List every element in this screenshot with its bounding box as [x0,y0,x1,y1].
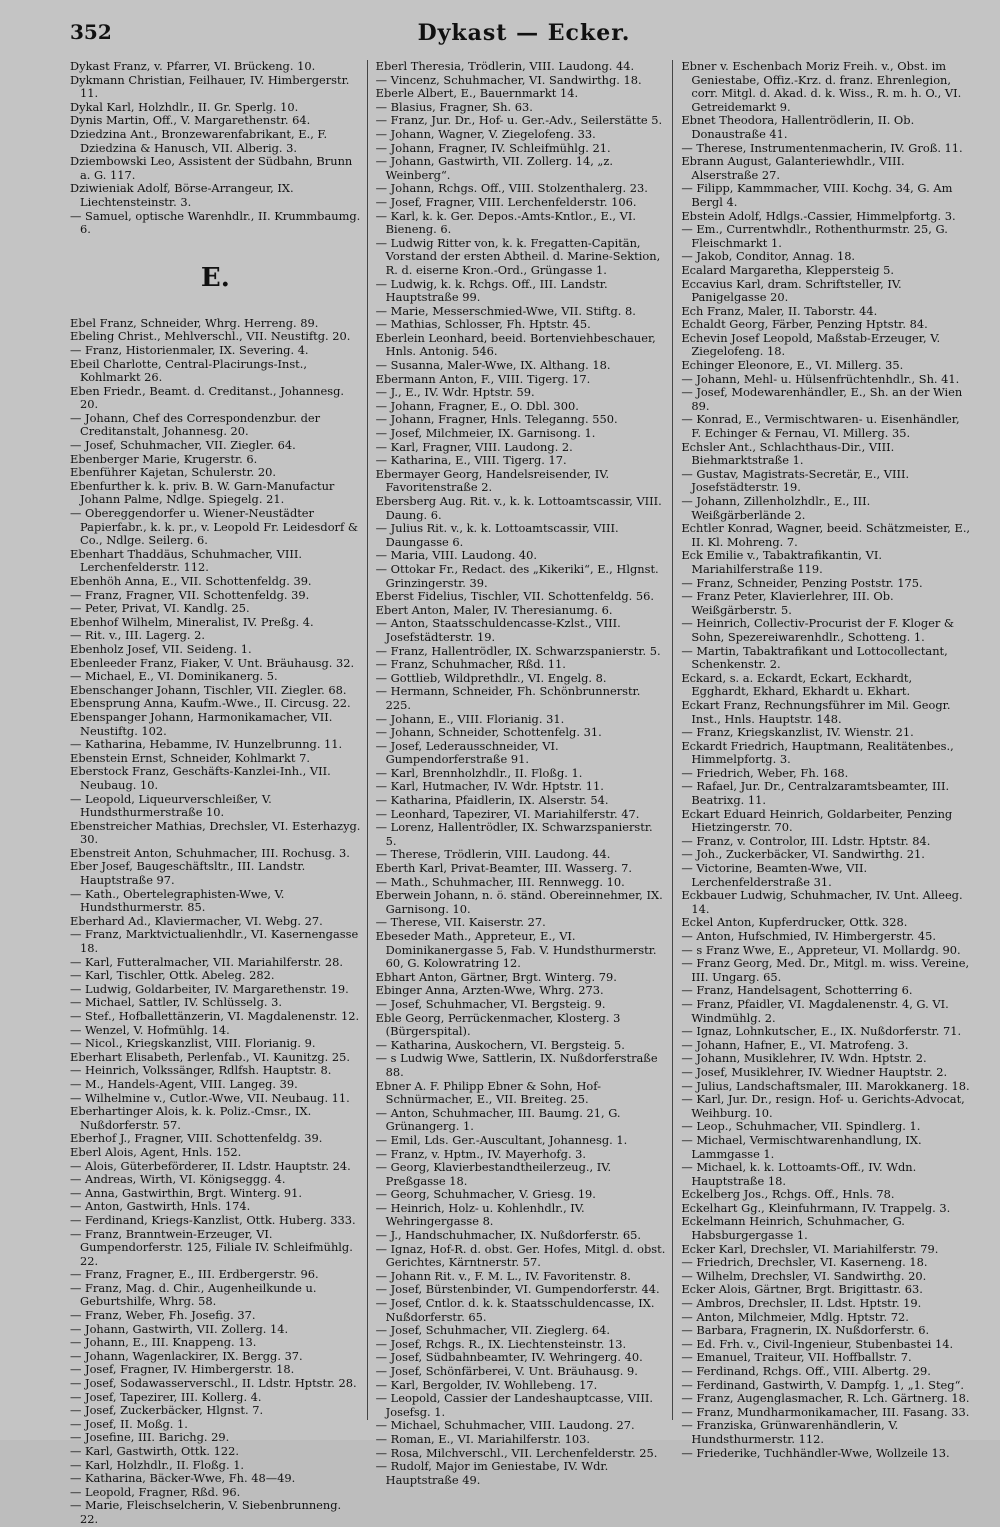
directory-entry: — Georg, Klavierbestandtheilerzeug., IV. Preßgasse 18. [375,1160,612,1188]
directory-entry: Ebenstreicher Mathias, Drechsler, VI. Esterhazyg. 30. [70,818,361,847]
directory-entry: — Josef, Südbahnbeamter, IV. Wehringerg. 40. [375,1350,643,1365]
directory-entry: — Karl, Brennholzhdlr., II. Floßg. 1. [375,765,583,780]
directory-entry: — Friederike, Tuchhändler-Wwe, Wollzeile 13. [681,1445,950,1460]
directory-entry: Eberth Karl, Privat-Beamter, III. Wasserg. 7. [375,861,633,876]
directory-entry: — Therese, Instrumentenmacherin, IV. Groß. 11. [681,140,963,155]
directory-entry: — Josef, Lederausschneider, VI. Gumpendorferstraße 91. [375,738,559,767]
directory-entry: Eckbauer Ludwig, Schuhmacher, IV. Unt. Alleeg. 14. [681,888,963,916]
directory-entry: — Josef, Schuhmacher, VI. Bergsteig. 9. [375,996,606,1011]
directory-entry: Ebenholz Josef, VII. Seideng. 1. [70,641,252,656]
directory-entry: — Marie, Fleischselcherin, V. Siebenbrunneng. 22. [70,1498,342,1526]
directory-entry: Dziedzina Ant., Bronzewarenfabrikant, E., F. Dziedzina & Hanusch, VII. Alberig. 3. [70,126,328,155]
directory-entry: — Katharina, Auskochern, VI. Bergsteig. 5. [375,1037,625,1052]
directory-entry: Eckard, s. a. Eckardt, Eckart, Eckhardt, Egghardt, Ekhard, Ekhardt u. Ekhart. [681,670,913,699]
directory-entry: — Obereggendorfer u. Wiener-Neustädter Papierfabr., k. k. pr., v. Leopold Fr. Leidesdorf & Co., Ndlge. Seilerg. 6. [70,506,358,548]
directory-entry: — Ed. Frh. v., Civil-Ingenieur, Stubenbastei 14. [681,1336,954,1351]
directory-entry: Dynis Martin, Off., V. Margarethenstr. 64. [70,113,311,128]
directory-entry: — Heinrich, Holz- u. Kohlenhdlr., IV. Wehringergasse 8. [375,1200,585,1229]
directory-entry: — Josefine, III. Barichg. 29. [70,1430,230,1445]
directory-entry: — Johann, Zillenholzhdlr., E., III. Weißgärberlände 2. [681,494,871,522]
directory-entry: Ebeil Charlotte, Central-Placirungs-Inst., Kohlmarkt 26. [70,356,308,385]
directory-entry: Ebnet Theodora, Hallentrödlerin, II. Ob. Donaustraße 41. [681,113,915,141]
directory-entry: — Math., Schuhmacher, III. Rennwegg. 10. [375,874,625,889]
directory-entry: — Franz, Handelsagent, Schotterring 6. [681,983,913,998]
directory-entry: — Hermann, Schneider, Fh. Schönbrunnerstr. 225. [375,684,641,712]
directory-entry: — Ludwig, Goldarbeiter, IV. Margarethenstr. 19. [70,981,349,996]
directory-entry: Dziwieniak Adolf, Börse-Arrangeur, IX. Liechtensteinstr. 3. [70,181,294,209]
directory-entry: — Franz, Hallentrödler, IX. Schwarzspanierstr. 5. [375,643,661,658]
directory-entry: — Franz, Fragner, E., III. Erdbergerstr. 96. [70,1267,319,1282]
directory-entry: — Josef, Zuckerbäcker, Hlgnst. 7. [70,1403,264,1418]
directory-entry: Eccavius Karl, dram. Schriftsteller, IV. Panigelgasse 20. [681,276,902,305]
directory-entry: — Karl, Bergolder, IV. Wohllebeng. 17. [375,1377,598,1392]
directory-entry: — Ferdinand, Gastwirth, V. Dampfg. 1, „1. Steg“. [681,1377,965,1392]
directory-entry: — Josef, Bürstenbinder, VI. Gumpendorferstr. 44. [375,1282,660,1297]
directory-entry: Eberl Theresia, Trödlerin, VIII. Laudong. 44. [375,59,635,73]
directory-entry: — Josef, Musiklehrer, IV. Wiedner Hauptstr. 2. [681,1064,948,1079]
directory-entry: — Heinrich, Collectiv-Procurist der F. Kloger & Sohn, Spezereiwarenhdlr., Schotteng. 1. [681,616,955,644]
directory-entry: — Franz Peter, Klavierlehrer, III. Ob. Weißgärberstr. 5. [681,589,894,617]
directory-entry: — Johann, Hafner, E., VI. Matrofeng. 3. [681,1037,909,1052]
directory-entry: Echsler Ant., Schlachthaus-Dir., VIII. Biehmarktstraße 1. [681,439,895,468]
directory-entry: Eckelhart Gg., Kleinfuhrmann, IV. Trappelg. 3. [681,1200,951,1215]
directory-entry: — Joh., Zuckerbäcker, VI. Sandwirthg. 21. [681,847,925,862]
directory-entry: — Alois, Güterbeförderer, II. Ldstr. Hauptstr. 24. [70,1158,351,1173]
directory-entry: Ebner v. Eschenbach Moriz Freih. v., Obst. im Geniestabe, Offiz.-Krz. d. franz. Ehrenlegion, corr. Mitgl. d. Akad. d. k. Wiss., R. m. h. O., VI. Getreidemarkt 9. [681,59,962,114]
directory-entry: — Ferdinand, Kriegs-Kanzlist, Ottk. Huberg. 333. [70,1212,356,1227]
directory-entry: — Jakob, Conditor, Annag. 18. [681,249,856,264]
directory-entry: — Franz, v. Controlor, III. Ldstr. Hptstr. 84. [681,833,931,848]
directory-entry: — Franz, Jur. Dr., Hof- u. Ger.-Adv., Seilerstätte 5. [375,113,663,128]
directory-entry: Ebenspanger Johann, Harmonikamacher, VII. Neustiftg. 102. [70,709,333,738]
directory-entry: — Michael, Schuhmacher, VIII. Laudong. 27. [375,1418,635,1433]
column-2 [375,59,674,1487]
directory-entry: — Johann, Musiklehrer, IV. Wdn. Hptstr. 2. [681,1051,927,1066]
directory-entry: — Rudolf, Major im Geniestabe, IV. Wdr. Hauptstraße 49. [375,1459,609,1487]
directory-entry: — Franz, Schneider, Penzing Poststr. 175. [681,575,923,590]
directory-entry: — Anton, Milchmeier, Mdlg. Hptstr. 72. [681,1309,909,1324]
directory-entry: Echtler Konrad, Wagner, beeid. Schätzmeister, E., II. Kl. Mohreng. 7. [681,521,971,549]
directory-entry: Echevin Josef Leopold, Maßstab-Erzeuger, V. Ziegelofeng. 18. [681,330,941,359]
directory-entry: — Susanna, Maler-Wwe, IX. Althang. 18. [375,358,611,373]
directory-entry: — Johann, Fragner, IV. Schleifmühlg. 21. [375,140,611,155]
directory-entry: — Karl, Gastwirth, Ottk. 122. [70,1444,239,1458]
directory-entry: — Michael, Vermischtwarenhandlung, IX. Lammgasse 1. [681,1132,922,1161]
directory-entry: — Katharina, Hebamme, IV. Hunzelbrunng. 11. [70,737,343,752]
directory-entry: Eck Emilie v., Tabaktrafikantin, VI. Mariahilferstraße 119. [681,548,882,576]
directory-entry: — Johann, E., VIII. Florianig. 31. [375,711,565,726]
directory-entry: Ebenschanger Johann, Tischler, VII. Ziegler. 68. [70,682,347,697]
directory-entry: — s Ludwig Wwe, Sattlerin, IX. Nußdorferstraße 88. [375,1051,658,1079]
directory-entry: — Franz, Pfaidler, VI. Magdalenenstr. 4, G. VI. Windmühlg. 2. [681,996,949,1025]
directory-entry: Ebenberger Marie, Krugerstr. 6. [70,451,258,466]
directory-entry: Ebstein Adolf, Hdlgs.-Cassier, Himmelpfortg. 3. [681,208,956,223]
directory-entry: — Franziska, Grünwarenhändlerin, V. Hundsthurmerstr. 112. [681,1418,899,1446]
directory-entry: Ebinger Anna, Arzten-Wwe, Whrg. 273. [375,983,604,998]
directory-entry: — Heinrich, Volkssänger, Rdlfsh. Hauptstr. 8. [70,1063,332,1078]
directory-entry: Ecker Alois, Gärtner, Brgt. Brigittastr. 63. [681,1282,923,1297]
directory-entry: Dykast Franz, v. Pfarrer, VI. Brückeng. 10. [70,59,316,73]
directory-entry: — Karl, Tischler, Ottk. Abeleg. 282. [70,968,275,983]
directory-entry: — Therese, VII. Kaiserstr. 27. [375,915,546,930]
directory-entry: Ebenstein Ernst, Schneider, Kohlmarkt 7. [70,750,310,765]
directory-entry: — Franz, Marktvictualienhdlr., VI. Kasernengasse 18. [70,927,359,956]
directory-entry: — Josef, Tapezirer, III. Kollerg. 4. [70,1389,262,1404]
directory-entry: Eble Georg, Perrückenmacher, Klosterg. 3 (Bürgerspital). [375,1010,621,1039]
directory-entry: — Josef, Schönfärberei, V. Unt. Bräuhausg. 9. [375,1364,638,1378]
directory-entry: — Franz, Kriegskanzlist, IV. Wienstr. 21. [681,725,914,740]
directory-entry: — Anton, Hufschmied, IV. Himbergerstr. 45. [681,929,936,943]
directory-entry: — Josef, Modewarenhändler, E., Sh. an der Wien 89. [681,385,963,413]
directory-entry: Ebeseder Math., Appreteur, E., VI. Dominikanergasse 5, Fab. V. Hundsthurmerstr. 60, G. Kolowratring 12. [375,929,657,971]
directory-entry: — Johann, E., III. Knappeng. 13. [70,1335,257,1350]
directory-entry: — Franz, Branntwein-Erzeuger, VI. Gumpendorferstr. 125, Filiale IV. Schleifmühlg. 22. [70,1226,353,1268]
directory-entry: — Johann, Schneider, Schottenfelg. 31. [375,725,602,740]
directory-entry: — Leopold, Cassier der Landeshauptcasse, VIII. Josefsg. 1. [375,1391,654,1419]
directory-entry: — Peter, Privat, VI. Kandlg. 25. [70,601,250,616]
directory-entry: — Ottokar Fr., Redact. des „Kikeriki“, E., Hlgnst. Grinzingerstr. 39. [375,561,659,590]
directory-entry: — Victorine, Beamten-Wwe, VII. Lerchenfelderstraße 31. [681,861,868,889]
directory-entry: Ebner A. F. Philipp Ebner & Sohn, Hof-Schnürmacher, E., VII. Breiteg. 25. [375,1078,601,1107]
directory-entry: Ebenleeder Franz, Fiaker, V. Unt. Bräuhausg. 32. [70,655,355,670]
directory-entry: — Johann, Gastwirth, VII. Zollerg. 14, „z. Weinberg“. [375,154,613,182]
directory-entry: Ebenhart Thaddäus, Schuhmacher, VIII. Lerchenfelderstr. 112. [70,546,302,575]
directory-entry: — Josef, Milchmeier, IX. Garnisong. 1. [375,426,596,441]
directory-entry: — Filipp, Kammmacher, VIII. Kochg. 34, G. Am Bergl 4. [681,181,953,209]
directory-entry: Eber Josef, Baugeschäftsltr., III. Landstr. Hauptstraße 97. [70,859,306,888]
directory-entry: — Rosa, Milchverschl., VII. Lerchenfelderstr. 25. [375,1445,658,1460]
directory-entry: — Konrad, E., Vermischtwaren- u. Eisenhändler, F. Echinger & Fernau, VI. Millerg. 35. [681,412,960,441]
directory-entry: — Ambros, Drechsler, II. Ldst. Hptstr. 19. [681,1296,922,1311]
directory-entry: — Vincenz, Schuhmacher, VI. Sandwirthg. 18. [375,72,642,87]
directory-entry: — M., Handels-Agent, VIII. Langeg. 39. [70,1076,298,1091]
directory-entry: Ebermann Anton, F., VIII. Tigerg. 17. [375,371,591,386]
directory-entry: Eckelberg Jos., Rchgs. Off., Hnls. 78. [681,1187,895,1202]
directory-entry: — Franz, Mundharmonikamacher, III. Fasang. 33. [681,1404,970,1419]
directory-entry: — Georg, Schuhmacher, V. Griesg. 19. [375,1187,596,1202]
directory-entry: Ebenhöh Anna, E., VII. Schottenfeldg. 39. [70,574,312,588]
page-header [70,20,978,60]
directory-entry: — Josef, Schuhmacher, VII. Zieglerg. 64. [375,1323,610,1338]
directory-entry: — Josef, Fragner, IV. Himbergerstr. 18. [70,1362,295,1377]
directory-entry: — Samuel, optische Warenhdlr., II. Krummbaumg. 6. [70,208,361,237]
directory-entry: Eberhartinger Alois, k. k. Poliz.-Cmsr., IX. Nußdorferstr. 57. [70,1104,312,1132]
directory-entry: — Michael, Sattler, IV. Schlüsselg. 3. [70,995,282,1010]
directory-entry: Ebert Anton, Maler, IV. Theresianumg. 6. [375,602,613,617]
directory-entry: — Leopold, Fragner, Rßd. 96. [70,1484,241,1499]
directory-entry: — Marie, Messerschmied-Wwe, VII. Stiftg. 8. [375,303,636,318]
directory-entry: Eberle Albert, E., Bauernmarkt 14. [375,86,579,101]
directory-entry: Eberhof J., Fragner, VIII. Schottenfeldg. 39. [70,1131,323,1146]
directory-entry: Ebenstreit Anton, Schuhmacher, III. Rochusg. 3. [70,845,350,860]
directory-entry: Echinger Eleonore, E., VI. Millerg. 35. [681,358,904,373]
directory-entry: — Johann, Gastwirth, VII. Zollerg. 14. [70,1321,289,1336]
directory-entry: — Josef, Rchgs. R., IX. Liechtensteinstr. 13. [375,1336,627,1351]
directory-entry: Ebersberg Aug. Rit. v., k. k. Lottoamtscassir, VIII. Daung. 6. [375,494,662,522]
directory-entry: — Josef, Cntlor. d. k. k. Staatsschuldencasse, IX. Nußdorferstr. 65. [375,1296,655,1324]
directory-entry: Ebel Franz, Schneider, Whrg. Herreng. 89. [70,315,319,330]
directory-entry: — Roman, E., VI. Mariahilferstr. 103. [375,1431,591,1446]
directory-entry: — Karl, k. k. Ger. Depos.-Amts-Kntlor., E., VI. Bieneng. 6. [375,208,637,237]
directory-entry: — J., Handschuhmacher, IX. Nußdorferstr. 65. [375,1228,642,1243]
directory-entry: Eberhart Elisabeth, Perlenfab., VI. Kaunitzg. 25. [70,1049,351,1064]
directory-entry: — Lorenz, Hallentrödler, IX. Schwarzspanierstr. 5. [375,820,653,848]
directory-entry: — Emanuel, Traiteur, VII. Hoffballstr. 7. [681,1350,912,1365]
directory-entry: Eberstock Franz, Geschäfts-Kanzlei-Inh., VII. Neubaug. 10. [70,764,331,792]
directory-entry: — Martin, Tabaktrafikant und Lottocollectant, Schenkenstr. 2. [681,643,948,672]
directory-entry: — Ludwig, k. k. Rchgs. Off., III. Landstr. Hauptstraße 99. [375,276,608,305]
directory-entry: — J., E., IV. Wdr. Hptstr. 59. [375,385,535,400]
directory-entry: — Katharina, Pfaidlerin, IX. Alserstr. 54. [375,793,609,808]
directory-entry: — Maria, VIII. Laudong. 40. [375,548,538,563]
directory-entry: — Franz, Mag. d. Chir., Augenheilkunde u. Geburtshilfe, Whrg. 58. [70,1280,317,1309]
directory-entry: — Franz, Historienmaler, IX. Severing. 4. [70,342,309,357]
directory-entry: — Leonhard, Tapezirer, VI. Mariahilferstr. 47. [375,806,640,821]
directory-entry: Eberl Alois, Agent, Hnls. 152. [70,1144,242,1159]
directory-entry: Dziembowski Leo, Assistent der Südbahn, Brunn a. G. 117. [70,154,353,182]
directory-entry: Eckel Anton, Kupferdrucker, Ottk. 328. [681,915,908,930]
directory-entry: Ebhart Anton, Gärtner, Brgt. Winterg. 79. [375,969,617,984]
column-1 [70,59,368,1526]
directory-entry: — Katharina, E., VIII. Tigerg. 17. [375,453,567,468]
directory-entry: — Josef, Fragner, VIII. Lerchenfelderstr. 106. [375,194,637,209]
directory-entry: — Johann, Fragner, Hnls. Teleganng. 550. [375,412,618,427]
directory-entry: — Leopold, Liqueurverschleißer, V. Hundsthurmerstraße 10. [70,791,272,820]
directory-entry: — Franz, Fragner, VII. Schottenfeldg. 39. [70,587,310,602]
directory-entry: Ebrann August, Galanteriewhdlr., VIII. Alserstraße 27. [681,154,905,182]
directory-entry: Eben Friedr., Beamt. d. Creditanst., Johannesg. 20. [70,383,344,412]
directory-entry: — Rafael, Jur. Dr., Centralzaramtsbeamter, III. Beatrixg. 11. [681,779,950,808]
directory-entry: Eckelmann Heinrich, Schuhmacher, G. Habsburgergasse 1. [681,1214,905,1243]
directory-entry: — Michael, k. k. Lottoamts-Off., IV. Wdn. Hauptstraße 18. [681,1160,917,1188]
directory-entry: — Friedrich, Weber, Fh. 168. [681,765,849,780]
directory-entry: Eckart Eduard Heinrich, Goldarbeiter, Penzing Hietzingerstr. 70. [681,806,953,835]
directory-entry: Eberst Fidelius, Tischler, VII. Schottenfeldg. 56. [375,589,655,604]
directory-entry: Ebeling Christ., Mehlverschl., VII. Neustiftg. 20. [70,329,351,344]
directory-entry: — Blasius, Fragner, Sh. 63. [375,99,533,114]
directory-entry: — Johann, Rchgs. Off., VIII. Stolzenthalerg. 23. [375,181,648,196]
directory-entry: — Anton, Schuhmacher, III. Baumg. 21, G. Grünangerg. 1. [375,1105,621,1134]
directory-entry: — Ignaz, Hof-R. d. obst. Ger. Hofes, Mitgl. d. obst. Gerichtes, Kärntnerstr. 57. [375,1241,666,1270]
directory-entry: — Franz, Augenglasmacher, R. Lch. Gärtnerg. 18. [681,1391,970,1406]
columns [70,59,978,1526]
directory-entry: Echaldt Georg, Färber, Penzing Hptstr. 84. [681,317,928,332]
directory-entry: Ebenführer Kajetan, Schulerstr. 20. [70,465,276,480]
directory-entry: — Barbara, Fragnerin, IX. Nußdorferstr. 6. [681,1323,930,1338]
directory-entry: — Ludwig Ritter von, k. k. Fregatten-Capitän, Vorstand der ersten Abtheil. d. Marine-Sektion, R. d. eiserne Kron.-Ord., Grüngasse 1. [375,235,661,277]
directory-entry: — Gustav, Magistrats-Secretär, E., VIII. Josefstädterstr. 19. [681,466,910,495]
directory-entry: — Stef., Hofballettänzerin, VI. Magdalenenstr. 12. [70,1009,360,1023]
directory-entry: — Andreas, Wirth, VI. Königseggg. 4. [70,1172,286,1187]
directory-entry: — Michael, E., VI. Dominikanerg. 5. [70,669,278,684]
running-head: Dykast — Ecker. [417,20,631,46]
directory-entry: — Franz, v. Hptm., IV. Mayerhofg. 3. [375,1146,587,1161]
directory-entry: Ecalard Margaretha, Kleppersteig 5. [681,262,894,277]
directory-entry: — Katharina, Bäcker-Wwe, Fh. 48—49. [70,1471,296,1486]
directory-entry: Eckart Franz, Rechnungsführer im Mil. Geogr. Inst., Hnls. Hauptstr. 148. [681,697,951,726]
directory-entry: — Wilhelm, Drechsler, VI. Sandwirthg. 20. [681,1268,927,1283]
directory-entry: — Rit. v., III. Lagerg. 2. [70,628,205,643]
directory-entry: — Johann Rit. v., F. M. L., IV. Favoritenstr. 8. [375,1268,631,1283]
directory-entry: — Karl, Jur. Dr., resign. Hof- u. Gerichts-Advocat, Weihburg. 10. [681,1092,965,1120]
directory-entry: Eberhard Ad., Klaviermacher, VI. Webg. 27. [70,913,323,928]
directory-entry: — Leop., Schuhmacher, VII. Spindlerg. 1. [681,1119,921,1134]
directory-entry: — Johann, Chef des Correspondenzbur. der Creditanstalt, Johannesg. 20. [70,410,321,439]
directory-entry: Ebensprung Anna, Kaufm.-Wwe., II. Circusg. 22. [70,696,351,711]
directory-entry: — Emil, Lds. Ger.-Auscultant, Johannesg. 1. [375,1132,628,1147]
directory-entry: — Anton, Staatsschuldencasse-Kzlst., VIII. Josefstädterstr. 19. [375,616,621,644]
directory-entry: — Johann, Wagenlackirer, IX. Bergg. 37. [70,1348,303,1363]
directory-entry: — Julius, Landschaftsmaler, III. Marokkanerg. 18. [681,1078,970,1093]
directory-entry: — Mathias, Schlosser, Fh. Hptstr. 45. [375,317,591,332]
directory-entry: — Josef, II. Moßg. 1. [70,1416,188,1431]
directory-entry: — Franz, Schuhmacher, Rßd. 11. [375,657,566,672]
directory-entry: — Johann, Fragner, E., O. Dbl. 300. [375,398,579,413]
directory-entry: — Therese, Trödlerin, VIII. Laudong. 44. [375,847,611,862]
section-letter: E. [200,262,230,293]
directory-entry: — Johann, Mehl- u. Hülsenfrüchtenhdlr., Sh. 41. [681,371,960,386]
directory-entry: — Friedrich, Drechsler, VI. Kaserneng. 18. [681,1255,928,1270]
directory-entry: — Ferdinand, Rchgs. Off., VIII. Albertg. 29. [681,1364,931,1378]
directory-entry: Ecker Karl, Drechsler, VI. Mariahilferstr. 79. [681,1241,939,1256]
directory-entry: — Franz, Weber, Fh. Josefig. 37. [70,1308,256,1323]
directory-entry: Eckardt Friedrich, Hauptmann, Realitätenbes., Himmelpfortg. 3. [681,738,954,767]
directory-entry: — Josef, Schuhmacher, VII. Ziegler. 64. [70,438,296,453]
directory-entry: — Nicol., Kriegskanzlist, VIII. Florianig. 9. [70,1036,316,1051]
directory-entry: — Em., Currentwhdlr., Rothenthurmstr. 25, G. Fleischmarkt 1. [681,222,948,250]
directory-entry: — Gottlieb, Wildprethdlr., VI. Engelg. 8. [375,670,607,685]
directory-entry: — Franz Georg, Med. Dr., Mitgl. m. wiss. Vereine, III. Ungarg. 65. [681,956,970,984]
directory-entry: Eberwein Johann, n. ö. ständ. Obereinnehmer, IX. Garnisong. 10. [375,888,663,916]
directory-entry: — Wenzel, V. Hofmühlg. 14. [70,1022,230,1037]
page-number: 352 [70,20,112,44]
directory-entry: — Josef, Sodawasserverschl., II. Ldstr. Hptstr. 28. [70,1376,357,1391]
directory-entry: — Anton, Gastwirth, Hnls. 174. [70,1199,251,1214]
directory-entry: — s Franz Wwe, E., Appreteur, VI. Mollardg. 90. [681,942,961,957]
directory-entry: Ebermayer Georg, Handelsreisender, IV. Favoritenstraße 2. [375,466,610,495]
directory-entry: — Ignaz, Lohnkutscher, E., IX. Nußdorferstr. 71. [681,1024,962,1039]
directory-entry: Ebenfurther k. k. priv. B. W. Garn-Manufactur Johann Palme, Ndlge. Spiegelg. 21. [70,478,335,507]
directory-entry: — Julius Rit. v., k. k. Lottoamtscassir, VIII. Daungasse 6. [375,521,619,549]
directory-entry: — Wilhelmine v., Cutlor.-Wwe, VII. Neubaug. 11. [70,1090,350,1105]
directory-entry: — Karl, Holzhdlr., II. Floßg. 1. [70,1457,245,1472]
directory-entry: — Karl, Fragner, VIII. Laudong. 2. [375,439,573,454]
directory-entry: Ebenhof Wilhelm, Mineralist, IV. Preßg. 4. [70,614,314,629]
directory-entry: — Kath., Obertelegraphisten-Wwe, V. Hundsthurmerstr. 85. [70,886,285,915]
directory-entry: Ech Franz, Maler, II. Taborstr. 44. [681,303,878,318]
directory-entry: Dykmann Christian, Feilhauer, IV. Himbergerstr. 11. [70,72,350,101]
directory-entry: Dykal Karl, Holzhdlr., II. Gr. Sperlg. 10. [70,99,299,114]
column-3 [681,59,978,1460]
directory-entry: — Johann, Wagner, V. Ziegelofeng. 33. [375,126,596,141]
directory-entry: — Anna, Gastwirthin, Brgt. Winterg. 91. [70,1185,303,1200]
directory-entry: — Karl, Hutmacher, IV. Wdr. Hptstr. 11. [375,779,604,794]
directory-entry: Eberlein Leonhard, beeid. Bortenviehbeschauer, Hnls. Antonig. 546. [375,330,656,359]
directory-entry: — Karl, Futteralmacher, VII. Mariahilferstr. 28. [70,954,343,969]
